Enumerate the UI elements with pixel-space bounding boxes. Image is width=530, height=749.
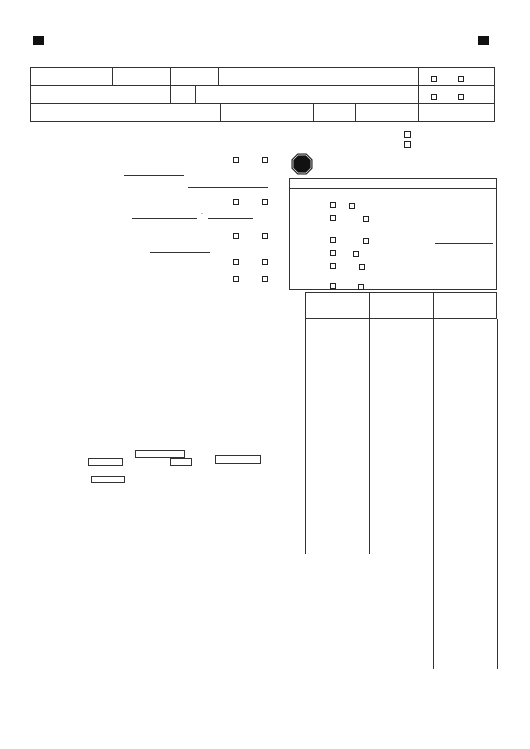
q-address-no-checkbox[interactable] <box>262 157 268 163</box>
separate-amended-checkbox[interactable] <box>363 238 369 244</box>
q-local-no-checkbox[interactable] <box>262 199 268 205</box>
q-amended-no-checkbox[interactable] <box>262 259 268 265</box>
spouse-ssn-field[interactable] <box>435 243 493 244</box>
q-extension-no-checkbox[interactable] <box>262 233 268 239</box>
state-residence-field[interactable] <box>124 175 184 176</box>
barcode <box>268 35 443 59</box>
date-dash: - <box>201 211 203 217</box>
widow-amended-checkbox[interactable] <box>359 264 365 270</box>
q-extension-yes-checkbox[interactable] <box>233 233 239 239</box>
spouse-65-checkbox[interactable] <box>431 94 437 100</box>
joint-amended-checkbox[interactable] <box>363 216 369 222</box>
credit-code-box[interactable] <box>170 458 192 466</box>
date-from-field[interactable] <box>132 218 197 219</box>
date-to-field[interactable] <box>208 218 253 219</box>
q-irs-yes-checkbox[interactable] <box>233 276 239 282</box>
grid-line <box>369 319 370 554</box>
grid-line <box>433 319 434 669</box>
separate-checkbox[interactable] <box>330 237 336 243</box>
business-credit-box[interactable] <box>88 458 123 466</box>
hoh-amended-checkbox[interactable] <box>353 251 359 257</box>
carry-back-checkbox[interactable] <box>404 131 411 138</box>
stop-icon <box>291 153 313 175</box>
self-blind-checkbox[interactable] <box>458 76 464 82</box>
grid-line <box>497 319 498 669</box>
ssn-input[interactable] <box>220 76 415 84</box>
last-name-input[interactable] <box>114 76 169 84</box>
spouse-first-input[interactable] <box>36 94 166 102</box>
date-filed-field[interactable] <box>150 252 210 253</box>
grid-line <box>305 319 306 554</box>
line-12a-amount[interactable] <box>215 455 261 464</box>
hoh-checkbox[interactable] <box>330 250 336 256</box>
widow-checkbox[interactable] <box>330 263 336 269</box>
spouse-ssn-input[interactable] <box>260 94 415 102</box>
contribution-boxes[interactable] <box>91 476 125 483</box>
q-irs-no-checkbox[interactable] <box>262 276 268 282</box>
single-checkbox[interactable] <box>330 202 336 208</box>
joint-checkbox[interactable] <box>330 215 336 221</box>
self-65-checkbox[interactable] <box>431 76 437 82</box>
filing-status-box <box>289 178 497 290</box>
corner-mark-right <box>478 36 489 45</box>
q-amended-yes-checkbox[interactable] <box>233 259 239 265</box>
local-jurisdiction-field[interactable] <box>188 187 268 188</box>
spouse-blind-checkbox[interactable] <box>458 94 464 100</box>
corner-mark-left <box>33 36 44 45</box>
column-header-box <box>305 292 497 319</box>
dependent-checkbox[interactable] <box>330 283 336 289</box>
q-address-yes-checkbox[interactable] <box>233 157 239 163</box>
q-local-yes-checkbox[interactable] <box>233 199 239 205</box>
first-name-input[interactable] <box>36 76 111 84</box>
dependent-amended-checkbox[interactable] <box>358 284 364 290</box>
carry-forward-checkbox[interactable] <box>404 141 411 148</box>
poverty-credit-box[interactable] <box>135 450 185 458</box>
single-amended-checkbox[interactable] <box>349 203 355 209</box>
